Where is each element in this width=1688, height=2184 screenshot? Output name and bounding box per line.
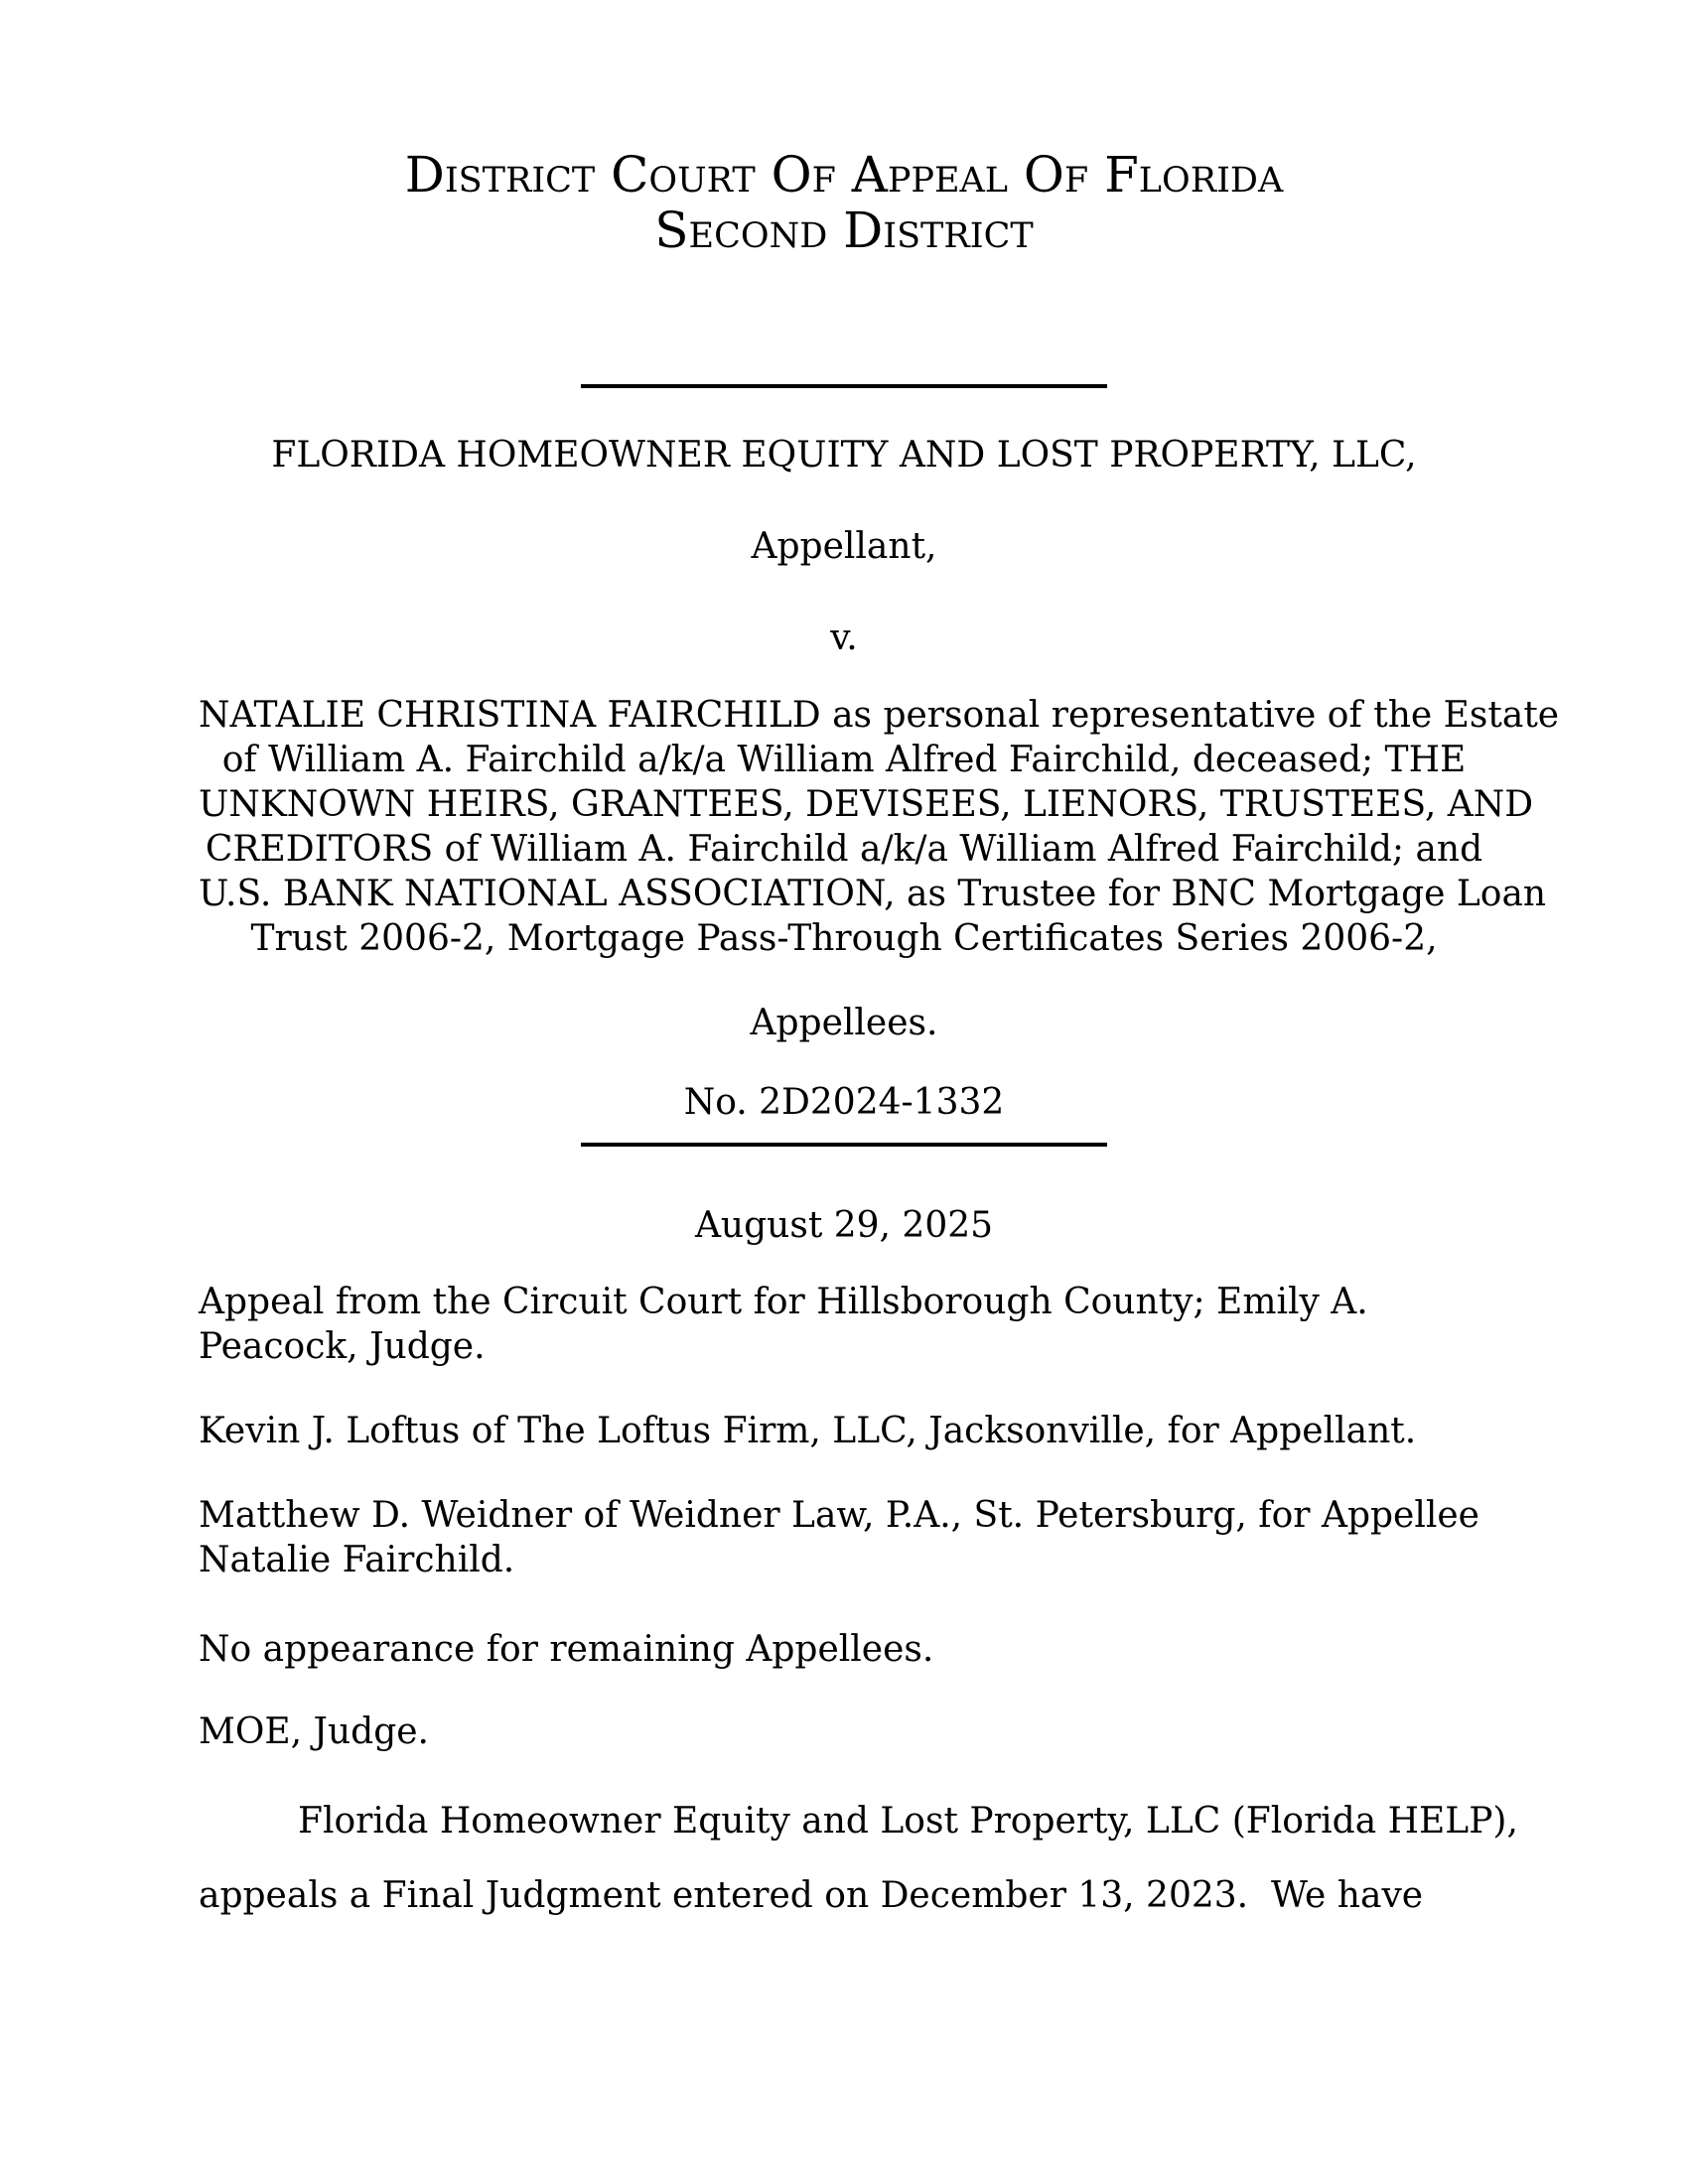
court-title-line-1: District Court Of Appeal Of Florida xyxy=(404,146,1284,204)
opinion-paragraph-line: Florida Homeowner Equity and Lost Property, LLC (Florida HELP), xyxy=(298,1801,1518,1842)
counsel-appellee-line: Matthew D. Weidner of Weidner Law, P.A., St. Petersburg, for Appellee xyxy=(199,1495,1479,1536)
no-appearance-line: No appearance for remaining Appellees. xyxy=(199,1629,934,1670)
appellees-names-line: U.S. BANK NATIONAL ASSOCIATION, as Trustee for BNC Mortgage Loan xyxy=(199,874,1547,914)
opinion-date: August 29, 2025 xyxy=(694,1205,994,1246)
opinion-content xyxy=(199,146,1560,1933)
appellees-names-line: NATALIE CHRISTINA FAIRCHILD as personal representative of the Estate xyxy=(199,695,1560,736)
authoring-judge-line: MOE, Judge. xyxy=(199,1711,429,1752)
appellant-designation: Appellant, xyxy=(751,526,937,567)
appellees-names-line: Trust 2006-2, Mortgage Pass-Through Certificates Series 2006-2, xyxy=(250,918,1438,959)
lower-court-line: Appeal from the Circuit Court for Hillsborough County; Emily A. xyxy=(199,1282,1368,1322)
caption-divider-bottom xyxy=(581,1143,1107,1147)
counsel-appellee xyxy=(199,1493,1489,1582)
versus-marker: v. xyxy=(830,617,858,658)
lower-court-reference xyxy=(199,1280,1489,1369)
court-title xyxy=(199,147,1489,258)
appellees-names-line: CREDITORS of William A. Fairchild a/k/a William Alfred Fairchild; and xyxy=(205,829,1483,870)
appellees-designation: Appellees. xyxy=(750,1003,938,1043)
appellant-name: FLORIDA HOMEOWNER EQUITY AND LOST PROPERTY, LLC, xyxy=(271,435,1417,476)
court-title-line-2: Second District xyxy=(654,202,1034,259)
opinion-paragraph-line: appeals a Final Judgment entered on December 13, 2023. We have xyxy=(199,1875,1424,1916)
caption-divider-top xyxy=(581,384,1107,388)
appellees-names-line: of William A. Fairchild a/k/a William Alfred Fairchild, deceased; THE xyxy=(221,740,1467,780)
opinion-paragraph xyxy=(199,1784,1518,1933)
counsel-appellee-line: Natalie Fairchild. xyxy=(199,1540,515,1580)
appellees-names xyxy=(199,693,1560,961)
counsel-appellant-line: Kevin J. Loftus of The Loftus Firm, LLC, Jacksonville, for Appellant. xyxy=(199,1411,1417,1451)
lower-court-line: Peacock, Judge. xyxy=(199,1326,486,1367)
appellees-names-line: UNKNOWN HEIRS, GRANTEES, DEVISEES, LIENORS, TRUSTEES, AND xyxy=(199,784,1534,825)
case-number: No. 2D2024-1332 xyxy=(683,1082,1005,1123)
